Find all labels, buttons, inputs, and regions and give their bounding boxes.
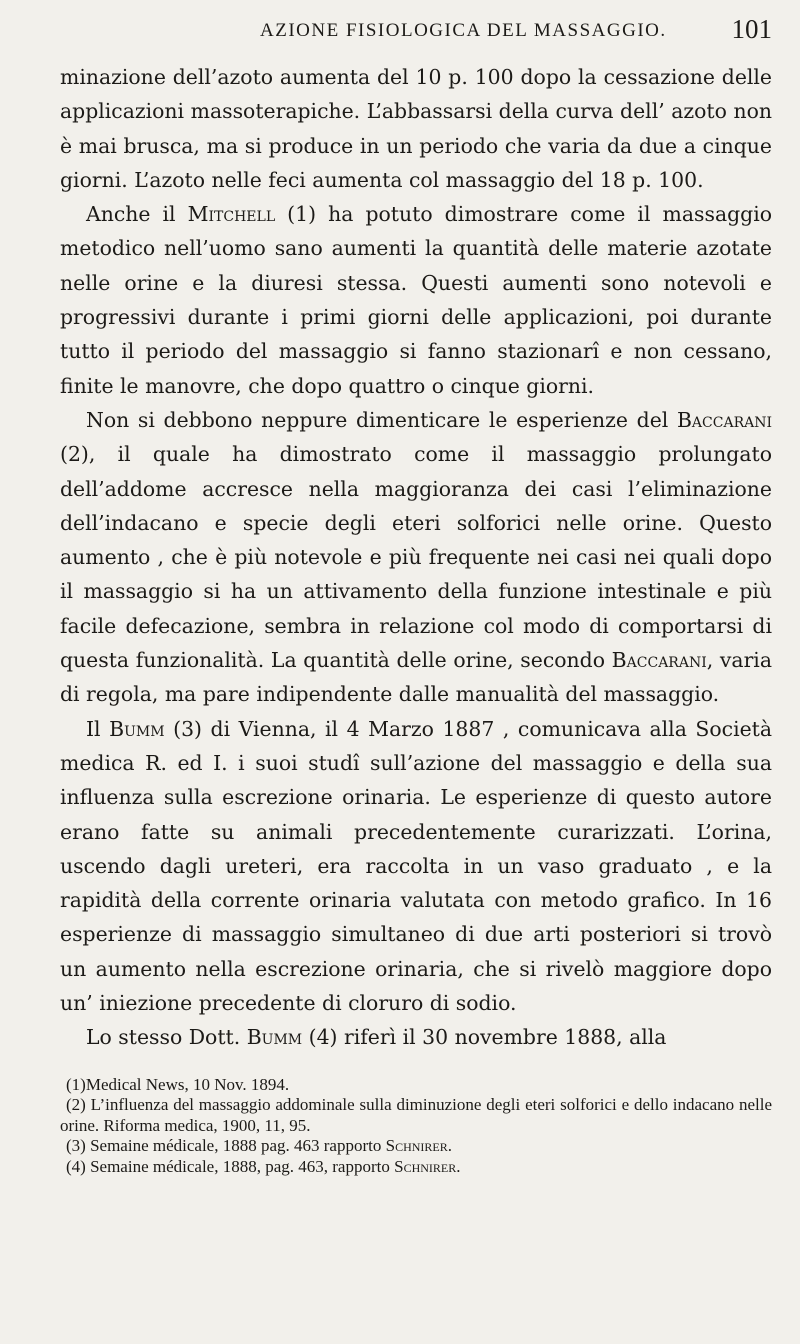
text-run: , varia di regola, ma pare indipendente dalle manualità del massaggio. <box>60 648 772 707</box>
paragraph <box>60 197 772 403</box>
text-run: . <box>447 1136 452 1156</box>
author-name: Schnirer <box>385 1136 448 1156</box>
footnote <box>60 1157 772 1178</box>
footnotes <box>60 1075 772 1178</box>
text-run: (4) Semaine médicale, 1888, pag. 463, rapporto <box>66 1156 395 1176</box>
text-run: . <box>456 1156 461 1176</box>
text-run: (2) L’influenza del massaggio addominale sulla diminuzione degli eteri solforici e dello indacano nelle orine. Riforma medica, 1900, 11, 95. <box>60 1095 772 1135</box>
book-page <box>60 14 772 1177</box>
running-head <box>60 14 772 50</box>
author-name: Schnirer <box>394 1156 457 1176</box>
text-run: minazione dell’azoto aumenta del 10 p. 100 dopo la cessazione delle applicazioni massoterapiche. L’abbassarsi della curva dell’ azoto non è mai brusca, ma si produce in un periodo che varia da due a cinque giorni. L’azoto nelle feci aumenta col massaggio del 18 p. 100. <box>60 65 772 192</box>
text-run: Il <box>86 716 110 741</box>
running-title: AZIONE FISIOLOGICA DEL MASSAGGIO. <box>260 20 667 41</box>
text-run: (4) riferì il 30 novembre 1888, alla <box>302 1025 667 1050</box>
text-run: (2), il quale ha dimostrato come il massaggio prolungato dell’addome accresce nella maggioranza dei casi l’eliminazione dell’indacano e specie degli eteri solforici nelle orine. Questo aumento , che è più notevole e più frequente nei casi nei quali dopo il massaggio si ha un attivamento della funzione intestinale e più facile defecazione, sembra in relazione col modo di comportarsi di questa funzionalità. La quantità delle orine, secondo <box>60 442 772 673</box>
author-name: Baccarani <box>676 407 772 432</box>
paragraph <box>60 403 772 712</box>
author-name: Bumm <box>109 716 165 741</box>
paragraph <box>60 60 772 197</box>
footnote <box>60 1075 772 1096</box>
footnote <box>60 1095 772 1136</box>
author-name: Bumm <box>246 1025 303 1050</box>
text-run: (3) di Vienna, il 4 Marzo 1887 , comunicava alla Società medica R. ed I. i suoi studî sull’azione del massaggio e della sua influenza sulla escrezione orinaria. Le esperienze di questo autore erano fatte su animali precedentemente curarizzati. L’orina, uscendo dagli ureteri, era raccolta in un vaso graduato , e la rapidità della corrente orinaria valutata con metodo grafico. In 16 esperienze di massaggio simultaneo di due arti posteriori si trovò un aumento nella escrezione orinaria, che si rivelò maggiore dopo un’ iniezione precedente di cloruro di sodio. <box>60 716 773 1016</box>
paragraph <box>60 1020 772 1054</box>
body-text <box>60 60 772 1055</box>
author-name: Baccarani <box>611 648 707 673</box>
text-run: Lo stesso Dott. <box>86 1025 247 1050</box>
text-run: (1)Medical News, 10 Nov. 1894. <box>66 1074 290 1094</box>
text-run: Non si debbono neppure dimenticare le esperienze del <box>86 407 677 432</box>
paragraph <box>60 712 772 1021</box>
page-number: 101 <box>731 14 772 44</box>
author-name: Mitchell <box>187 202 276 227</box>
text-run: (1) ha potuto dimostrare come il massaggio metodico nell’uomo sano aumenti la quantità delle materie azotate nelle orine e la diuresi stessa. Questi aumenti sono notevoli e progressivi durante i primi giorni delle applicazioni, poi durante tutto il periodo del massaggio si fanno stazionarî e non cessano, finite le manovre, che dopo quattro o cinque giorni. <box>60 202 773 398</box>
text-run: (3) Semaine médicale, 1888 pag. 463 rapporto <box>66 1136 386 1156</box>
footnote <box>60 1136 772 1157</box>
text-run: Anche il <box>86 202 188 227</box>
